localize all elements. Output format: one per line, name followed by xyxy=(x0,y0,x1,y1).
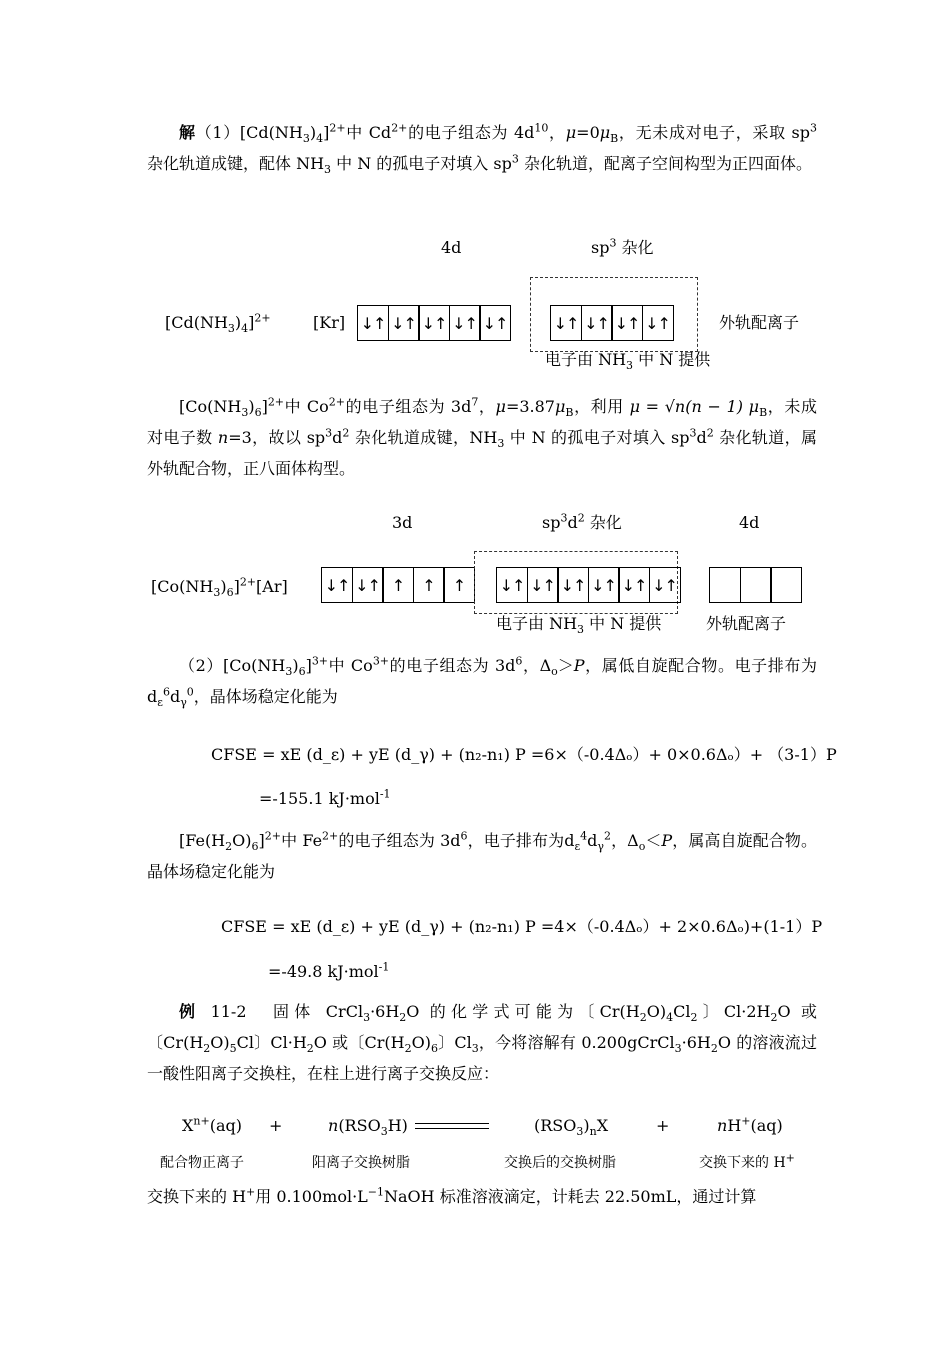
co-hybrid-label: $sp^3d^2$ 杂化 xyxy=(542,511,622,532)
co-hybrid-orbital-boxes xyxy=(496,567,679,603)
paragraph-example-11-2: 例 11-2 固体 $CrCl_3\cdot 6H_2O$ 的化学式可能为〔$Cr(H_2O)_4Cl_2$〕$Cl\cdot 2H_2O$ 或〔$Cr(H_2O)_5Cl$〕$Cl\cdot H_2O$ 或〔$Cr(H_2O)_6$〕$Cl_3$，今将溶解有 $0.200gCrCl_3\cdot 6H_2O$ 的溶液流过一酸性阳离子交换柱，在柱上进行离子交换反应： xyxy=(147,1002,817,1083)
orbital-box: ↓↑ xyxy=(449,305,481,341)
orbital-box: ↓↑ xyxy=(496,567,528,603)
cfse-equation-co: CFSE = xE (d_ε) + yE (d_γ) + (n₂-n₁) P =6×（-0.4Δₒ）+ 0×0.6Δₒ）+ （3-1）P xyxy=(211,745,837,764)
paragraph-cd-complex: 解$(1)[Cd(NH_3)_4]^{2+}$中 $Cd^{2+}$的电子组态为 $4d^{10}$，$\mu=0\mu_B$，无未成对电子，采取 $sp^3$ 杂化轨道成键，配体 $NH_3$ 中 N 的孤电子对填入 $sp^3$ 杂化轨道，配离子空间构型为正四面体。 xyxy=(147,121,817,177)
cd-4d-orbital-boxes xyxy=(357,305,510,341)
cd-sp3-label: $sp^3$ 杂化 xyxy=(591,236,654,257)
orbital-box: ↑ xyxy=(382,567,414,603)
reactant-resin: $n(RSO_3H)$ xyxy=(328,1116,408,1139)
orbital-box: ↓↑ xyxy=(479,305,511,341)
plus-sign: + xyxy=(656,1116,670,1135)
orbital-box: ↓↑ xyxy=(611,305,643,341)
empty-orbital-box xyxy=(770,567,802,603)
orbital-box: ↓↑ xyxy=(352,567,384,603)
cd-4d-label: 4d xyxy=(441,238,462,257)
plus-sign: + xyxy=(269,1116,283,1135)
co-ion-formula: $[Co(NH_3)_6]^{2+}[Ar]$ xyxy=(151,575,288,600)
label-exchanged-resin: 交换后的交换树脂 xyxy=(504,1155,616,1171)
label-cation-resin: 阳离子交换树脂 xyxy=(312,1155,410,1171)
cfse-equation-fe: CFSE = xE (d_ε) + yE (d_γ) + (n₂-n₁) P =4×（-0.4Δₒ）+ 2×0.6Δₒ)+(1-1）P xyxy=(221,917,823,936)
orbital-box: ↓↑ xyxy=(418,305,450,341)
empty-orbital-box xyxy=(709,567,741,603)
orbital-box: ↓↑ xyxy=(618,567,650,603)
orbital-box: ↓↑ xyxy=(649,567,681,603)
product-hydrogen-ion: nH+(aq) xyxy=(717,1114,783,1135)
orbital-box: ↓↑ xyxy=(357,305,389,341)
co-outer-label: 外轨配离子 xyxy=(706,614,787,633)
orbital-box: ↓↑ xyxy=(557,567,589,603)
co-3d-orbital-boxes xyxy=(321,567,474,603)
label-released-h: 交换下来的 H+ xyxy=(699,1151,795,1171)
magnetic-moment-formula: μ = √n(n − 1) μ xyxy=(629,397,760,416)
cd-ion-formula: $[Cd(NH_3)_4]^{2+}$ xyxy=(165,311,271,336)
paragraph-fe-complex: $[Fe(H_2O)_6]^{2+}$中 $Fe^{2+}$的电子组态为 $3d^6$，电子排布为$d_\varepsilon^4d_\gamma^2$，$\Delta_o<P$，属高自旋配合物。晶体场稳定化能为 xyxy=(147,829,817,881)
orbital-box: ↓↑ xyxy=(321,567,353,603)
cd-outer-label: 外轨配离子 xyxy=(719,313,800,332)
co-electron-source-note: 电子由 $NH_3$ 中 N 提供 xyxy=(496,614,662,637)
cd-core: [Kr] xyxy=(313,313,346,332)
example-label: 例 xyxy=(179,1002,201,1021)
empty-orbital-box xyxy=(740,567,772,603)
orbital-box: ↓↑ xyxy=(527,567,559,603)
orbital-box: ↓↑ xyxy=(642,305,674,341)
label-complex-ion: 配合物正离子 xyxy=(160,1155,244,1171)
orbital-box: ↓↑ xyxy=(588,567,620,603)
paragraph-titration: 交换下来的 H+用 $0.100mol\cdot L^{-1}NaOH$ 标准溶液滴定，计耗去 22.50mL，通过计算 xyxy=(147,1185,757,1206)
co-3d-label: 3d xyxy=(392,513,413,532)
orbital-box: ↑ xyxy=(443,567,475,603)
co-4d-orbital-boxes xyxy=(709,567,801,603)
cd-electron-source-note: 电子由 $NH_3$ 中 N 提供 xyxy=(545,350,711,373)
orbital-box: ↓↑ xyxy=(581,305,613,341)
orbital-box: ↑ xyxy=(413,567,445,603)
reactant-complex-ion: $X^{n+}(aq)$ xyxy=(182,1114,242,1135)
cfse-result-co: =-155.1 kJ·mol$^{-1}$ xyxy=(259,787,391,808)
cd-sp3-orbital-boxes xyxy=(550,305,672,341)
cfse-result-fe: =-49.8 kJ·mol$^{-1}$ xyxy=(268,960,390,981)
paragraph-co-complex: $[Co(NH_3)_6]^{2+}$中 $Co^{2+}$的电子组态为 $3d^7$，$\mu=3.87\mu_B$，利用 μ = √n(n − 1) $\mu_B$，未成对电子数 n=3，故以 $sp^3d^2$ 杂化轨道成键，$NH_3$ 中 N 的孤电子对填入 $sp^3d^2$ 杂化轨道，属外轨配合物，正八面体构型。 xyxy=(147,395,817,478)
co-4d-label: 4d xyxy=(739,513,760,532)
orbital-box: ↓↑ xyxy=(388,305,420,341)
solution-label: 解 xyxy=(179,123,196,142)
orbital-box: ↓↑ xyxy=(550,305,582,341)
product-resin: $(RSO_3)_nX$ xyxy=(534,1116,609,1139)
paragraph-co3-complex: $(2)[Co(NH_3)_6]^{3+}$中 $Co^{3+}$的电子组态为 $3d^6$，$\Delta_o>P$，属低自旋配合物。电子排布为$d_\varepsilon^6d_\gamma^0$，晶体场稳定化能为 xyxy=(147,654,817,710)
equilibrium-arrow xyxy=(415,1123,489,1133)
